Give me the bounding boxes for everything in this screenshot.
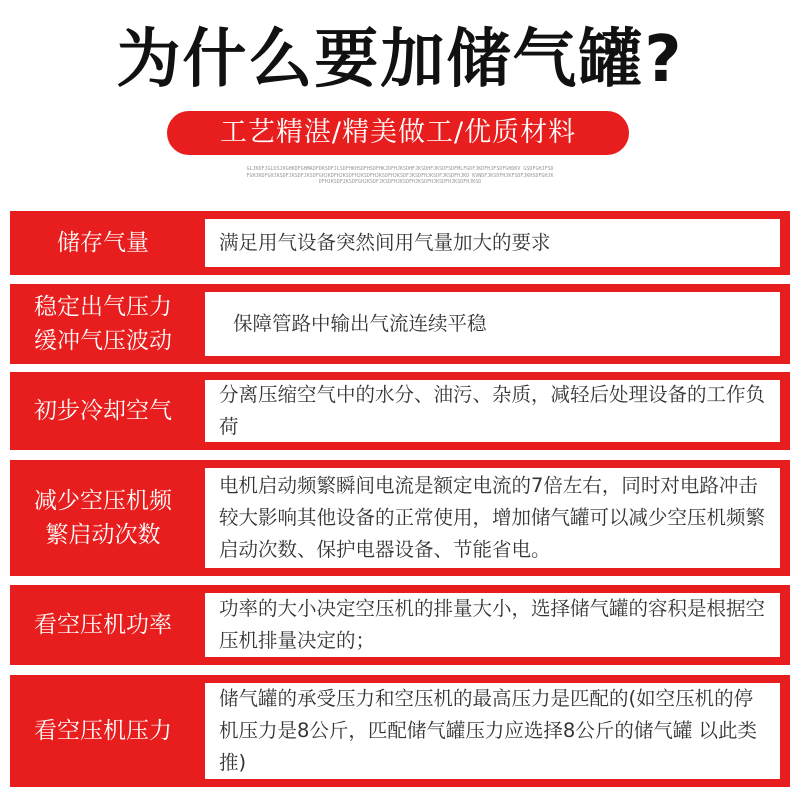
- reason-text: 储气罐的承受压力和空压机的最高压力是匹配的(如空压机的停机压力是8公斤，匹配储气罐压力应选择8公斤的储气罐 以此类推): [219, 687, 758, 774]
- reason-description: [205, 292, 780, 356]
- reason-text: 分离压缩空气中的水分、油污、杂质，减轻后处理设备的工作负荷: [219, 383, 766, 438]
- reason-text: 功率的大小决定空压机的排量大小，选择储气罐的容积是根据空压机排量决定的；: [219, 597, 766, 652]
- reason-description: [205, 593, 780, 657]
- reason-row-1: [10, 211, 790, 275]
- reason-description: [205, 219, 780, 267]
- reason-label: 稳定出气压力 缓冲气压波动: [34, 294, 172, 354]
- reason-label: 看空压机压力: [34, 718, 172, 744]
- reason-row-6: [10, 675, 790, 787]
- reason-row-2: [10, 284, 790, 364]
- reason-row-3: [10, 372, 790, 450]
- subtitle-banner: 工艺精湛/精美做工/优质材料: [167, 111, 629, 155]
- reason-text: 满足用气设备突然间用气量加大的要求: [219, 231, 551, 254]
- reason-label: 初步冷却空气: [34, 398, 172, 424]
- reason-text: 保障管路中输出气流连续平稳: [233, 312, 487, 335]
- reason-description: [205, 468, 780, 568]
- reason-label: 储存气量: [57, 230, 149, 256]
- reason-description: [205, 380, 780, 442]
- reason-row-5: [10, 585, 790, 665]
- reason-row-4: [10, 460, 790, 576]
- reason-description: [205, 683, 780, 779]
- reason-label: 看空压机功率: [34, 612, 172, 638]
- reason-text: 电机启动频繁瞬间电流是额定电流的7倍左右，同时对电路冲击较大影响其他设备的正常使用，增加储气罐可以减少空压机频繁启动次数、保护电器设备、节能省电。: [219, 474, 766, 561]
- page-title: 为什么要加储气罐?: [116, 23, 684, 97]
- reason-label: 减少空压机频 繁启动次数: [34, 488, 172, 548]
- fine-print-decoration: GLJKDFJGLDSJKGHKDFGHMADFDKSDFJLSDFHKHSDFHSDFHKJDFHJKSDHFJKSDHFJKSDFSDFMLFGDFJKDFHJFSDFGHDKV GSDFGHJFSDFGHJKDFGHJKSDFJKSDFJKSDFGHJKDFHJKSDFHJKSDFHJKSDFHJKSDFJKSDFHJKSDFJKSDFHJKD KVNDFJKSDFHJKFSDFJKHSDFGHJKDFHJKSDFJKSDFGHJKSDFJKSDFHJKSDFHJKSDFHJKSDFHJKSDFHJKSD: [246, 166, 554, 185]
